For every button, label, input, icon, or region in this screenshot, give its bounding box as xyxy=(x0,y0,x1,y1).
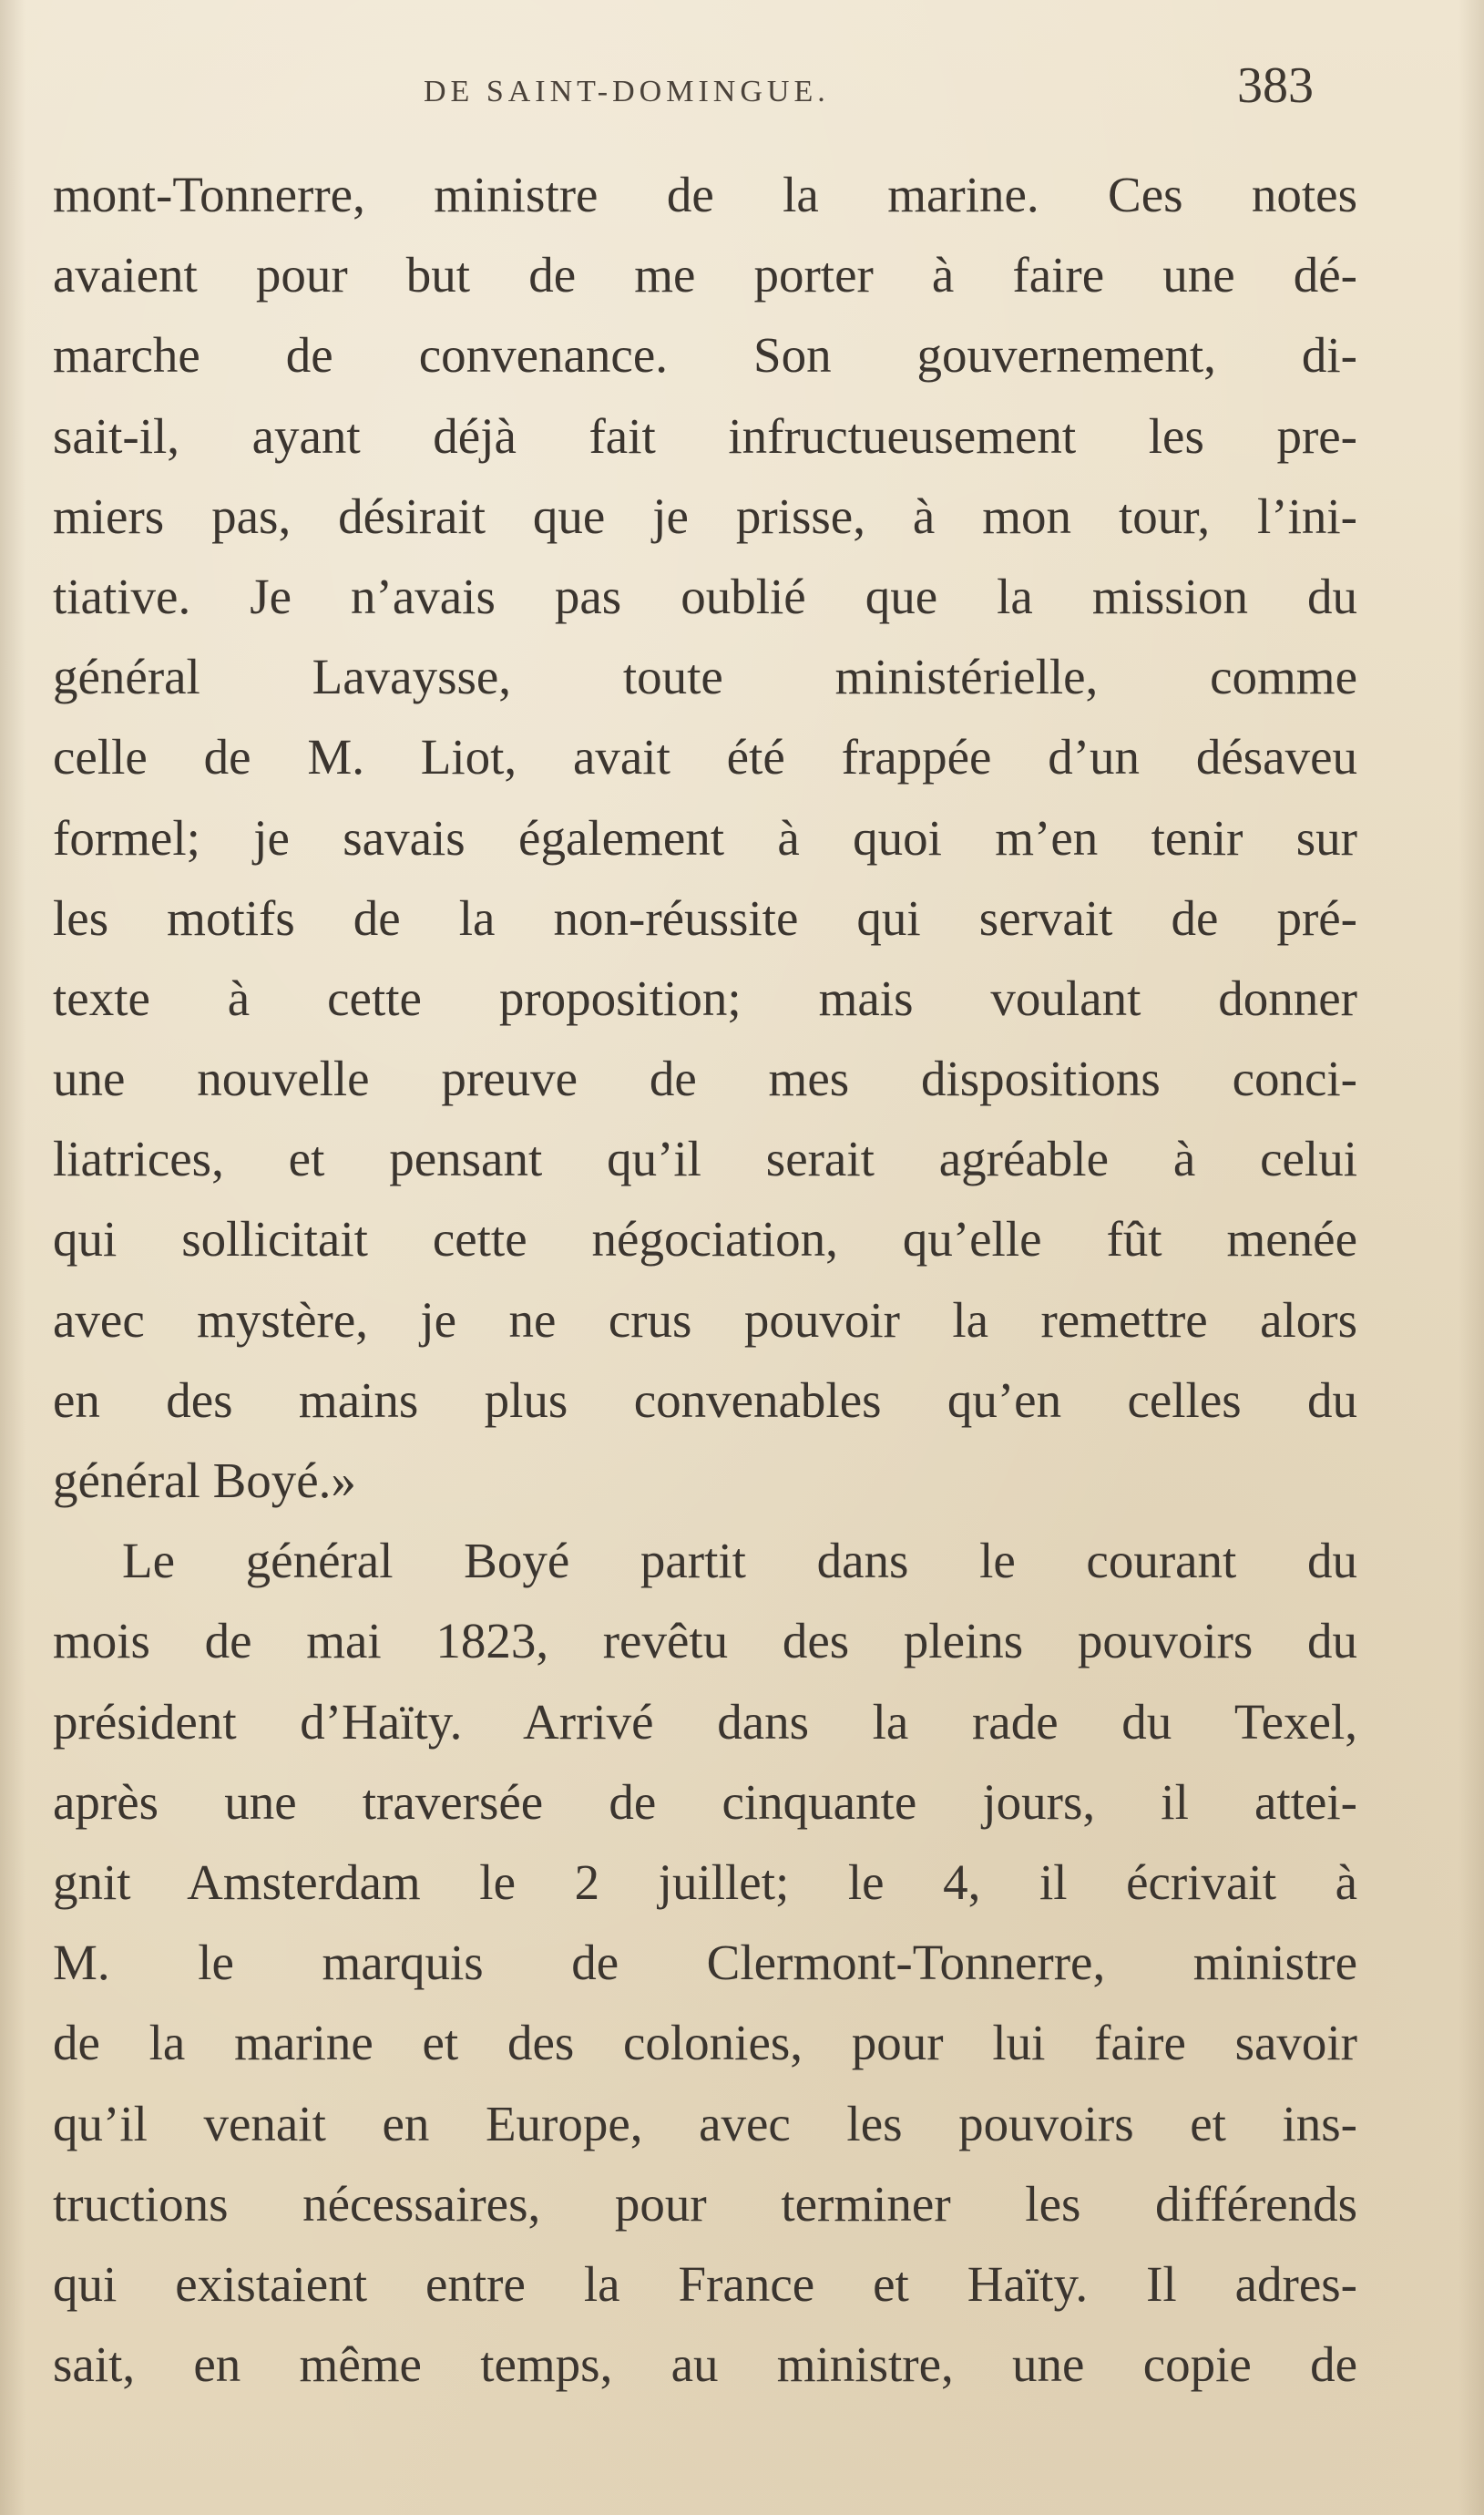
text-line: formel; je savais également à quoi m’en tenir sur xyxy=(53,809,1357,866)
text-line: tiative. Je n’avais pas oublié que la mission du xyxy=(53,568,1357,624)
text-line-paragraph-start: Le général Boyé partit dans le courant du xyxy=(122,1533,1357,1589)
text-line: tructions nécessaires, pour terminer les différends xyxy=(53,2175,1357,2232)
text-line: marche de convenance. Son gouvernement, di- xyxy=(53,327,1357,384)
text-line: qui existaient entre la France et Haïty. Il adres- xyxy=(53,2255,1357,2312)
text-line: général Lavaysse, toute ministérielle, comme xyxy=(53,649,1357,705)
text-line: une nouvelle preuve de mes dispositions conci- xyxy=(53,1051,1357,1107)
text-line: mont-Tonnerre, ministre de la marine. Ces notes xyxy=(53,167,1357,222)
text-line: sait, en même temps, au ministre, une copie de xyxy=(53,2336,1357,2393)
text-line: de la marine et des colonies, pour lui faire savoir xyxy=(53,2015,1357,2071)
text-line: président d’Haïty. Arrivé dans la rade du Texel, xyxy=(53,1693,1357,1750)
running-head: DE SAINT-DOMINGUE. xyxy=(424,75,830,108)
text-line: en des mains plus convenables qu’en celles du xyxy=(53,1371,1357,1428)
page-number: 383 xyxy=(1237,57,1314,114)
text-line: M. le marquis de Clermont-Tonnerre, ministre xyxy=(53,1935,1357,1991)
page-edge-right xyxy=(1458,0,1484,2515)
body-text xyxy=(53,155,1357,2405)
text-line: miers pas, désirait que je prisse, à mon tour, l’ini- xyxy=(53,488,1357,544)
text-line: mois de mai 1823, revêtu des pleins pouvoirs du xyxy=(53,1613,1357,1669)
text-line-paragraph-end: général Boyé.» xyxy=(53,1453,356,1508)
text-line: qui sollicitait cette négociation, qu’elle fût menée xyxy=(53,1211,1357,1268)
text-line: les motifs de la non-réussite qui servait de pré- xyxy=(53,889,1357,946)
text-line: qu’il venait en Europe, avec les pouvoirs et ins- xyxy=(53,2095,1357,2151)
text-line: avaient pour but de me porter à faire une dé- xyxy=(53,247,1357,303)
page-edge-left xyxy=(0,0,26,2515)
text-line: sait-il, ayant déjà fait infructueusement les pre- xyxy=(53,407,1357,464)
text-line: liatrices, et pensant qu’il serait agréable à celui xyxy=(53,1131,1357,1187)
text-line: avec mystère, je ne crus pouvoir la remettre alors xyxy=(53,1291,1357,1348)
text-line: celle de M. Liot, avait été frappée d’un désaveu xyxy=(53,729,1357,785)
text-line: après une traversée de cinquante jours, il attei- xyxy=(53,1773,1357,1830)
text-line: gnit Amsterdam le 2 juillet; le 4, il écrivait à xyxy=(53,1853,1357,1910)
text-line: texte à cette proposition; mais voulant donner xyxy=(53,970,1357,1026)
